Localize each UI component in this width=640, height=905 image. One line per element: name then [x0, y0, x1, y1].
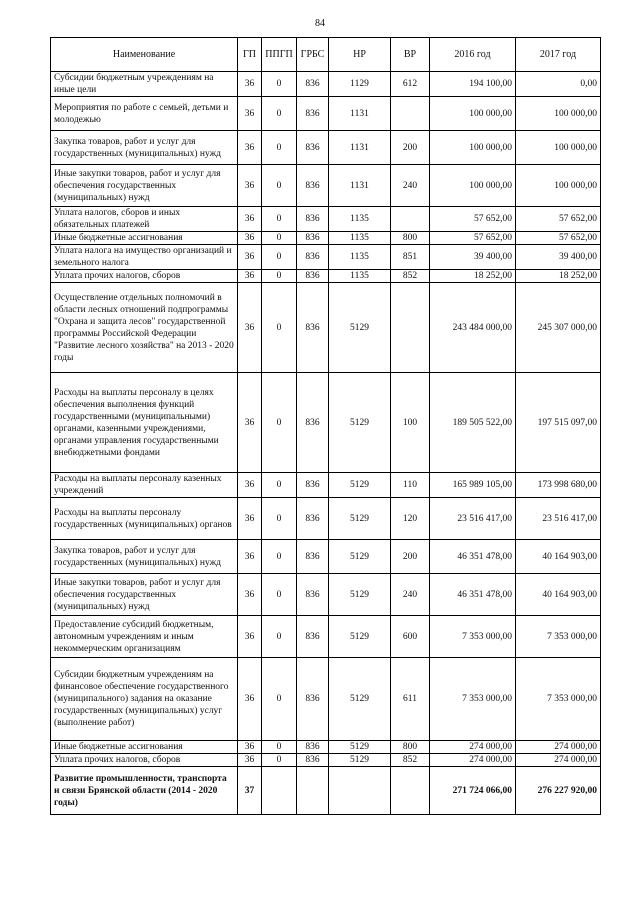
header-name: Наименование	[51, 38, 238, 72]
row-name: Субсидии бюджетным учреждениям на иные цели	[51, 72, 238, 97]
row-2016: 7 353 000,00	[430, 616, 516, 658]
row-name: Закупка товаров, работ и услуг для государственных (муниципальных) нужд	[51, 540, 238, 574]
budget-table	[50, 37, 601, 815]
row-ppgp: 0	[262, 754, 297, 767]
row-2016: 274 000,00	[430, 741, 516, 754]
row-2016: 243 484 000,00	[430, 283, 516, 373]
row-name: Уплата прочих налогов, сборов	[51, 270, 238, 283]
row-nr: 1135	[329, 270, 391, 283]
row-ppgp: 0	[262, 97, 297, 131]
row-nr	[329, 767, 391, 815]
row-nr: 1135	[329, 232, 391, 245]
row-2017: 100 000,00	[516, 97, 601, 131]
row-2016: 271 724 066,00	[430, 767, 516, 815]
row-vr: 800	[391, 232, 430, 245]
page-number: 84	[315, 18, 325, 29]
row-gp: 36	[238, 741, 262, 754]
header-ppgp: ППГП	[262, 38, 297, 72]
row-grbs: 836	[297, 245, 329, 270]
row-vr: 120	[391, 498, 430, 540]
row-name: Уплата прочих налогов, сборов	[51, 754, 238, 767]
row-name: Уплата налога на имущество организаций и земельного налога	[51, 245, 238, 270]
row-ppgp: 0	[262, 232, 297, 245]
header-grbs: ГРБС	[297, 38, 329, 72]
row-2017: 40 164 903,00	[516, 540, 601, 574]
row-ppgp: 0	[262, 741, 297, 754]
row-nr: 5129	[329, 574, 391, 616]
header-vr: ВР	[391, 38, 430, 72]
row-2016: 194 100,00	[430, 72, 516, 97]
row-2016: 189 505 522,00	[430, 373, 516, 473]
row-name: Иные закупки товаров, работ и услуг для обеспечения государственных (муниципальных) нужд	[51, 165, 238, 207]
row-vr: 600	[391, 616, 430, 658]
row-2016: 100 000,00	[430, 97, 516, 131]
row-gp: 36	[238, 540, 262, 574]
table-row	[51, 97, 601, 131]
row-gp: 36	[238, 373, 262, 473]
table-row	[51, 473, 601, 498]
row-ppgp: 0	[262, 616, 297, 658]
row-2017: 100 000,00	[516, 165, 601, 207]
row-gp: 37	[238, 767, 262, 815]
row-nr: 1135	[329, 245, 391, 270]
row-vr: 100	[391, 373, 430, 473]
row-2017: 23 516 417,00	[516, 498, 601, 540]
header-2016: 2016 год	[430, 38, 516, 72]
row-ppgp: 0	[262, 270, 297, 283]
row-name: Расходы на выплаты персоналу казенных учреждений	[51, 473, 238, 498]
table-row	[51, 232, 601, 245]
row-grbs: 836	[297, 283, 329, 373]
row-grbs: 836	[297, 741, 329, 754]
row-ppgp: 0	[262, 498, 297, 540]
row-vr: 851	[391, 245, 430, 270]
row-2017: 0,00	[516, 72, 601, 97]
row-grbs: 836	[297, 574, 329, 616]
row-gp: 36	[238, 658, 262, 741]
row-name: Осуществление отдельных полномочий в области лесных отношений подпрограммы "Охрана и защита лесов" государственной программы Российской Федерации "Развитие лесного хозяйства" на 2013 - 2020 годы	[51, 283, 238, 373]
row-nr: 1131	[329, 165, 391, 207]
row-grbs: 836	[297, 270, 329, 283]
row-gp: 36	[238, 97, 262, 131]
table-row	[51, 767, 601, 815]
table-row	[51, 373, 601, 473]
row-ppgp: 0	[262, 373, 297, 473]
row-grbs: 836	[297, 97, 329, 131]
row-2017: 197 515 097,00	[516, 373, 601, 473]
row-name: Закупка товаров, работ и услуг для государственных (муниципальных) нужд	[51, 131, 238, 165]
row-nr: 5129	[329, 498, 391, 540]
row-2017: 274 000,00	[516, 741, 601, 754]
row-ppgp: 0	[262, 473, 297, 498]
row-ppgp: 0	[262, 207, 297, 232]
row-ppgp	[262, 767, 297, 815]
table-row	[51, 245, 601, 270]
row-vr: 611	[391, 658, 430, 741]
table-row	[51, 741, 601, 754]
table-row	[51, 658, 601, 741]
row-2017: 173 998 680,00	[516, 473, 601, 498]
row-grbs: 836	[297, 658, 329, 741]
row-nr: 5129	[329, 540, 391, 574]
row-name: Субсидии бюджетным учреждениям на финансовое обеспечение государственного (муниципального) задания на оказание государственных (муниципальных) услуг (выполнение работ)	[51, 658, 238, 741]
row-gp: 36	[238, 473, 262, 498]
table-row	[51, 270, 601, 283]
table-row	[51, 540, 601, 574]
row-gp: 36	[238, 616, 262, 658]
row-2016: 7 353 000,00	[430, 658, 516, 741]
row-nr: 1131	[329, 131, 391, 165]
row-2017: 276 227 920,00	[516, 767, 601, 815]
row-vr	[391, 283, 430, 373]
row-nr: 5129	[329, 658, 391, 741]
row-name: Развитие промышленности, транспорта и связи Брянской области (2014 - 2020 годы)	[51, 767, 238, 815]
row-ppgp: 0	[262, 245, 297, 270]
row-ppgp: 0	[262, 165, 297, 207]
row-2016: 165 989 105,00	[430, 473, 516, 498]
row-vr	[391, 207, 430, 232]
row-gp: 36	[238, 72, 262, 97]
row-name: Расходы на выплаты персоналу государственных (муниципальных) органов	[51, 498, 238, 540]
row-nr: 5129	[329, 754, 391, 767]
row-gp: 36	[238, 245, 262, 270]
row-2017: 245 307 000,00	[516, 283, 601, 373]
row-nr: 1131	[329, 97, 391, 131]
row-ppgp: 0	[262, 540, 297, 574]
row-grbs: 836	[297, 232, 329, 245]
table-row	[51, 72, 601, 97]
row-gp: 36	[238, 207, 262, 232]
row-name: Иные закупки товаров, работ и услуг для обеспечения государственных (муниципальных) нужд	[51, 574, 238, 616]
header-2017: 2017 год	[516, 38, 601, 72]
row-gp: 36	[238, 165, 262, 207]
row-ppgp: 0	[262, 574, 297, 616]
row-vr: 852	[391, 754, 430, 767]
row-gp: 36	[238, 232, 262, 245]
table-row	[51, 283, 601, 373]
table-row	[51, 207, 601, 232]
row-2016: 274 000,00	[430, 754, 516, 767]
row-nr: 5129	[329, 283, 391, 373]
row-2016: 100 000,00	[430, 165, 516, 207]
row-2016: 18 252,00	[430, 270, 516, 283]
row-vr: 800	[391, 741, 430, 754]
row-2017: 274 000,00	[516, 754, 601, 767]
row-vr: 200	[391, 131, 430, 165]
row-ppgp: 0	[262, 131, 297, 165]
row-vr	[391, 767, 430, 815]
table-row	[51, 574, 601, 616]
row-name: Уплата налогов, сборов и иных обязательных платежей	[51, 207, 238, 232]
row-gp: 36	[238, 270, 262, 283]
row-2016: 46 351 478,00	[430, 574, 516, 616]
row-grbs: 836	[297, 72, 329, 97]
row-grbs: 836	[297, 373, 329, 473]
row-ppgp: 0	[262, 72, 297, 97]
row-2017: 18 252,00	[516, 270, 601, 283]
row-nr: 1129	[329, 72, 391, 97]
row-name: Предоставление субсидий бюджетным, автономным учреждениям и иным некоммерческим организациям	[51, 616, 238, 658]
row-2017: 57 652,00	[516, 207, 601, 232]
table-row	[51, 754, 601, 767]
row-gp: 36	[238, 498, 262, 540]
row-gp: 36	[238, 754, 262, 767]
row-vr: 200	[391, 540, 430, 574]
header-nr: НР	[329, 38, 391, 72]
row-name: Мероприятия по работе с семьей, детьми и молодежью	[51, 97, 238, 131]
row-nr: 1135	[329, 207, 391, 232]
row-gp: 36	[238, 283, 262, 373]
row-vr	[391, 97, 430, 131]
row-nr: 5129	[329, 473, 391, 498]
row-name: Расходы на выплаты персоналу в целях обеспечения выполнения функций государственными (муниципальными) органами, казенными учреждениями, органами управления государственными внебюджетными фондами	[51, 373, 238, 473]
row-grbs	[297, 767, 329, 815]
row-nr: 5129	[329, 741, 391, 754]
row-vr: 612	[391, 72, 430, 97]
row-2016: 57 652,00	[430, 232, 516, 245]
row-2017: 7 353 000,00	[516, 658, 601, 741]
row-2017: 100 000,00	[516, 131, 601, 165]
row-2017: 7 353 000,00	[516, 616, 601, 658]
table-header-row	[51, 38, 601, 72]
row-grbs: 836	[297, 754, 329, 767]
row-grbs: 836	[297, 473, 329, 498]
row-grbs: 836	[297, 131, 329, 165]
row-grbs: 836	[297, 498, 329, 540]
table-row	[51, 165, 601, 207]
row-2017: 39 400,00	[516, 245, 601, 270]
row-vr: 240	[391, 574, 430, 616]
row-ppgp: 0	[262, 283, 297, 373]
row-vr: 240	[391, 165, 430, 207]
row-grbs: 836	[297, 165, 329, 207]
row-vr: 110	[391, 473, 430, 498]
row-nr: 5129	[329, 373, 391, 473]
row-name: Иные бюджетные ассигнования	[51, 741, 238, 754]
row-nr: 5129	[329, 616, 391, 658]
row-grbs: 836	[297, 207, 329, 232]
row-ppgp: 0	[262, 658, 297, 741]
row-2017: 57 652,00	[516, 232, 601, 245]
row-gp: 36	[238, 131, 262, 165]
row-2016: 57 652,00	[430, 207, 516, 232]
table-row	[51, 498, 601, 540]
header-gp: ГП	[238, 38, 262, 72]
row-name: Иные бюджетные ассигнования	[51, 232, 238, 245]
table-row	[51, 616, 601, 658]
row-grbs: 836	[297, 616, 329, 658]
row-grbs: 836	[297, 540, 329, 574]
row-2016: 100 000,00	[430, 131, 516, 165]
row-2016: 46 351 478,00	[430, 540, 516, 574]
table-row	[51, 131, 601, 165]
row-2017: 40 164 903,00	[516, 574, 601, 616]
row-2016: 23 516 417,00	[430, 498, 516, 540]
row-gp: 36	[238, 574, 262, 616]
row-2016: 39 400,00	[430, 245, 516, 270]
row-vr: 852	[391, 270, 430, 283]
